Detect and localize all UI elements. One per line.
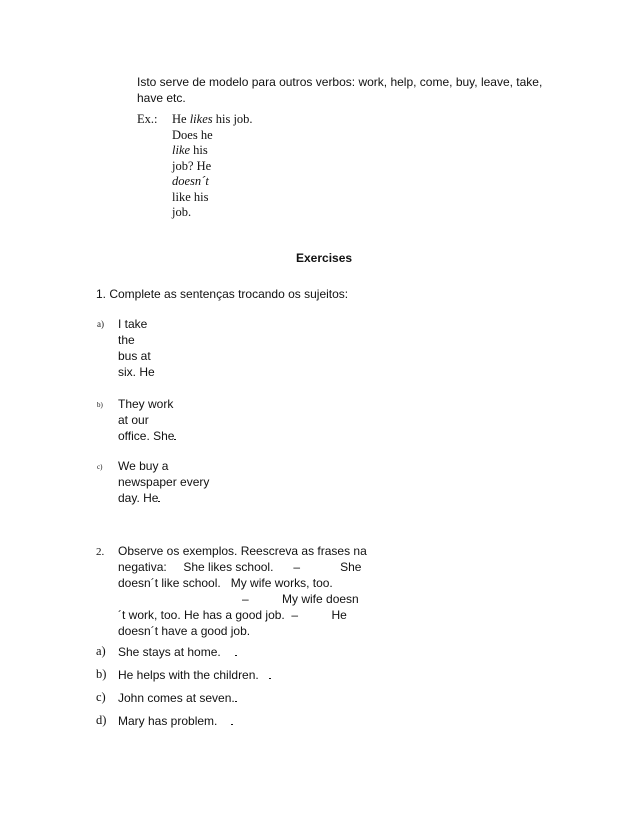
exercise-1c <box>118 458 209 506</box>
intro-line-1: Isto serve de modelo para outros verbos: work, help, come, buy, leave, take, <box>137 75 543 89</box>
example-line-5: doesn´t <box>172 174 209 188</box>
answer-blank[interactable] <box>269 667 271 679</box>
exercise-1b-marker: b) <box>97 401 103 409</box>
exercises-heading: Exercises <box>296 251 353 265</box>
exercise-2-instructions <box>118 543 367 639</box>
exercise-1a-line-4: six. He <box>118 365 155 379</box>
example-line-2: Does he <box>172 127 213 142</box>
exercise-1a-line-3: bus at <box>118 349 151 363</box>
exercise-1b-line-2: at our <box>118 413 149 427</box>
item-marker: d) <box>96 713 107 727</box>
exercise-1a-line-2: the <box>118 333 135 347</box>
exercise-2-line-3: doesn´t like school. My wife works, too. <box>118 576 333 590</box>
item-marker: c) <box>96 690 106 704</box>
exercise-1c-line-1: We buy a <box>118 459 169 473</box>
exercise-2-line-6: doesn´t have a good job. <box>118 624 251 638</box>
example-line-1: He likes his job. <box>172 112 253 126</box>
exercise-1c-line-3: day. He <box>118 491 159 505</box>
exercise-1b <box>118 396 176 444</box>
item-text: He helps with the children. <box>118 667 271 683</box>
example-line-4: job? He <box>172 158 212 173</box>
exercise-1-title <box>96 286 348 302</box>
example-line-6: like his <box>172 189 209 204</box>
example-block <box>172 112 253 221</box>
exercise-2-line-4: – My wife doesn <box>242 592 359 606</box>
exercise-1b-line-1: They work <box>118 397 174 411</box>
exercise-1b-line-3: office. She <box>118 429 175 443</box>
exercise-1c-marker: c) <box>97 463 103 471</box>
exercise-1a-marker: a) <box>97 319 104 329</box>
intro-line-2: have etc. <box>137 91 186 105</box>
answer-blank[interactable] <box>235 690 237 702</box>
answer-blank[interactable] <box>174 428 176 440</box>
exercise-2-marker: 2. <box>96 546 105 558</box>
example-label: Ex.: <box>137 112 158 126</box>
item-text: She stays at home. <box>118 644 237 660</box>
item-marker: b) <box>96 667 107 681</box>
exercise-1a-line-1: I take <box>118 317 148 331</box>
item-text: John comes at seven. <box>118 691 235 705</box>
example-line-3: like his <box>172 143 208 157</box>
exercise-1-title-text: 1. Complete as sentenças trocando os sujeitos: <box>96 287 349 301</box>
exercise-2-line-5: ´t work, too. He has a good job. – He <box>118 608 347 622</box>
example-line-7: job. <box>172 205 192 219</box>
intro-paragraph <box>137 74 542 106</box>
exercise-1a <box>118 316 155 380</box>
exercise-2-line-2: negativa: She likes school. – She <box>118 560 362 574</box>
answer-blank[interactable] <box>235 644 237 656</box>
item-text: Mary has problem. <box>118 713 233 729</box>
item-marker: a) <box>96 644 106 658</box>
answer-blank[interactable] <box>231 713 233 725</box>
exercise-2-line-1: Observe os exemplos. Reescreva as frases na <box>118 544 367 558</box>
answer-blank[interactable] <box>158 490 160 502</box>
exercise-1c-line-2: newspaper every <box>118 475 210 489</box>
